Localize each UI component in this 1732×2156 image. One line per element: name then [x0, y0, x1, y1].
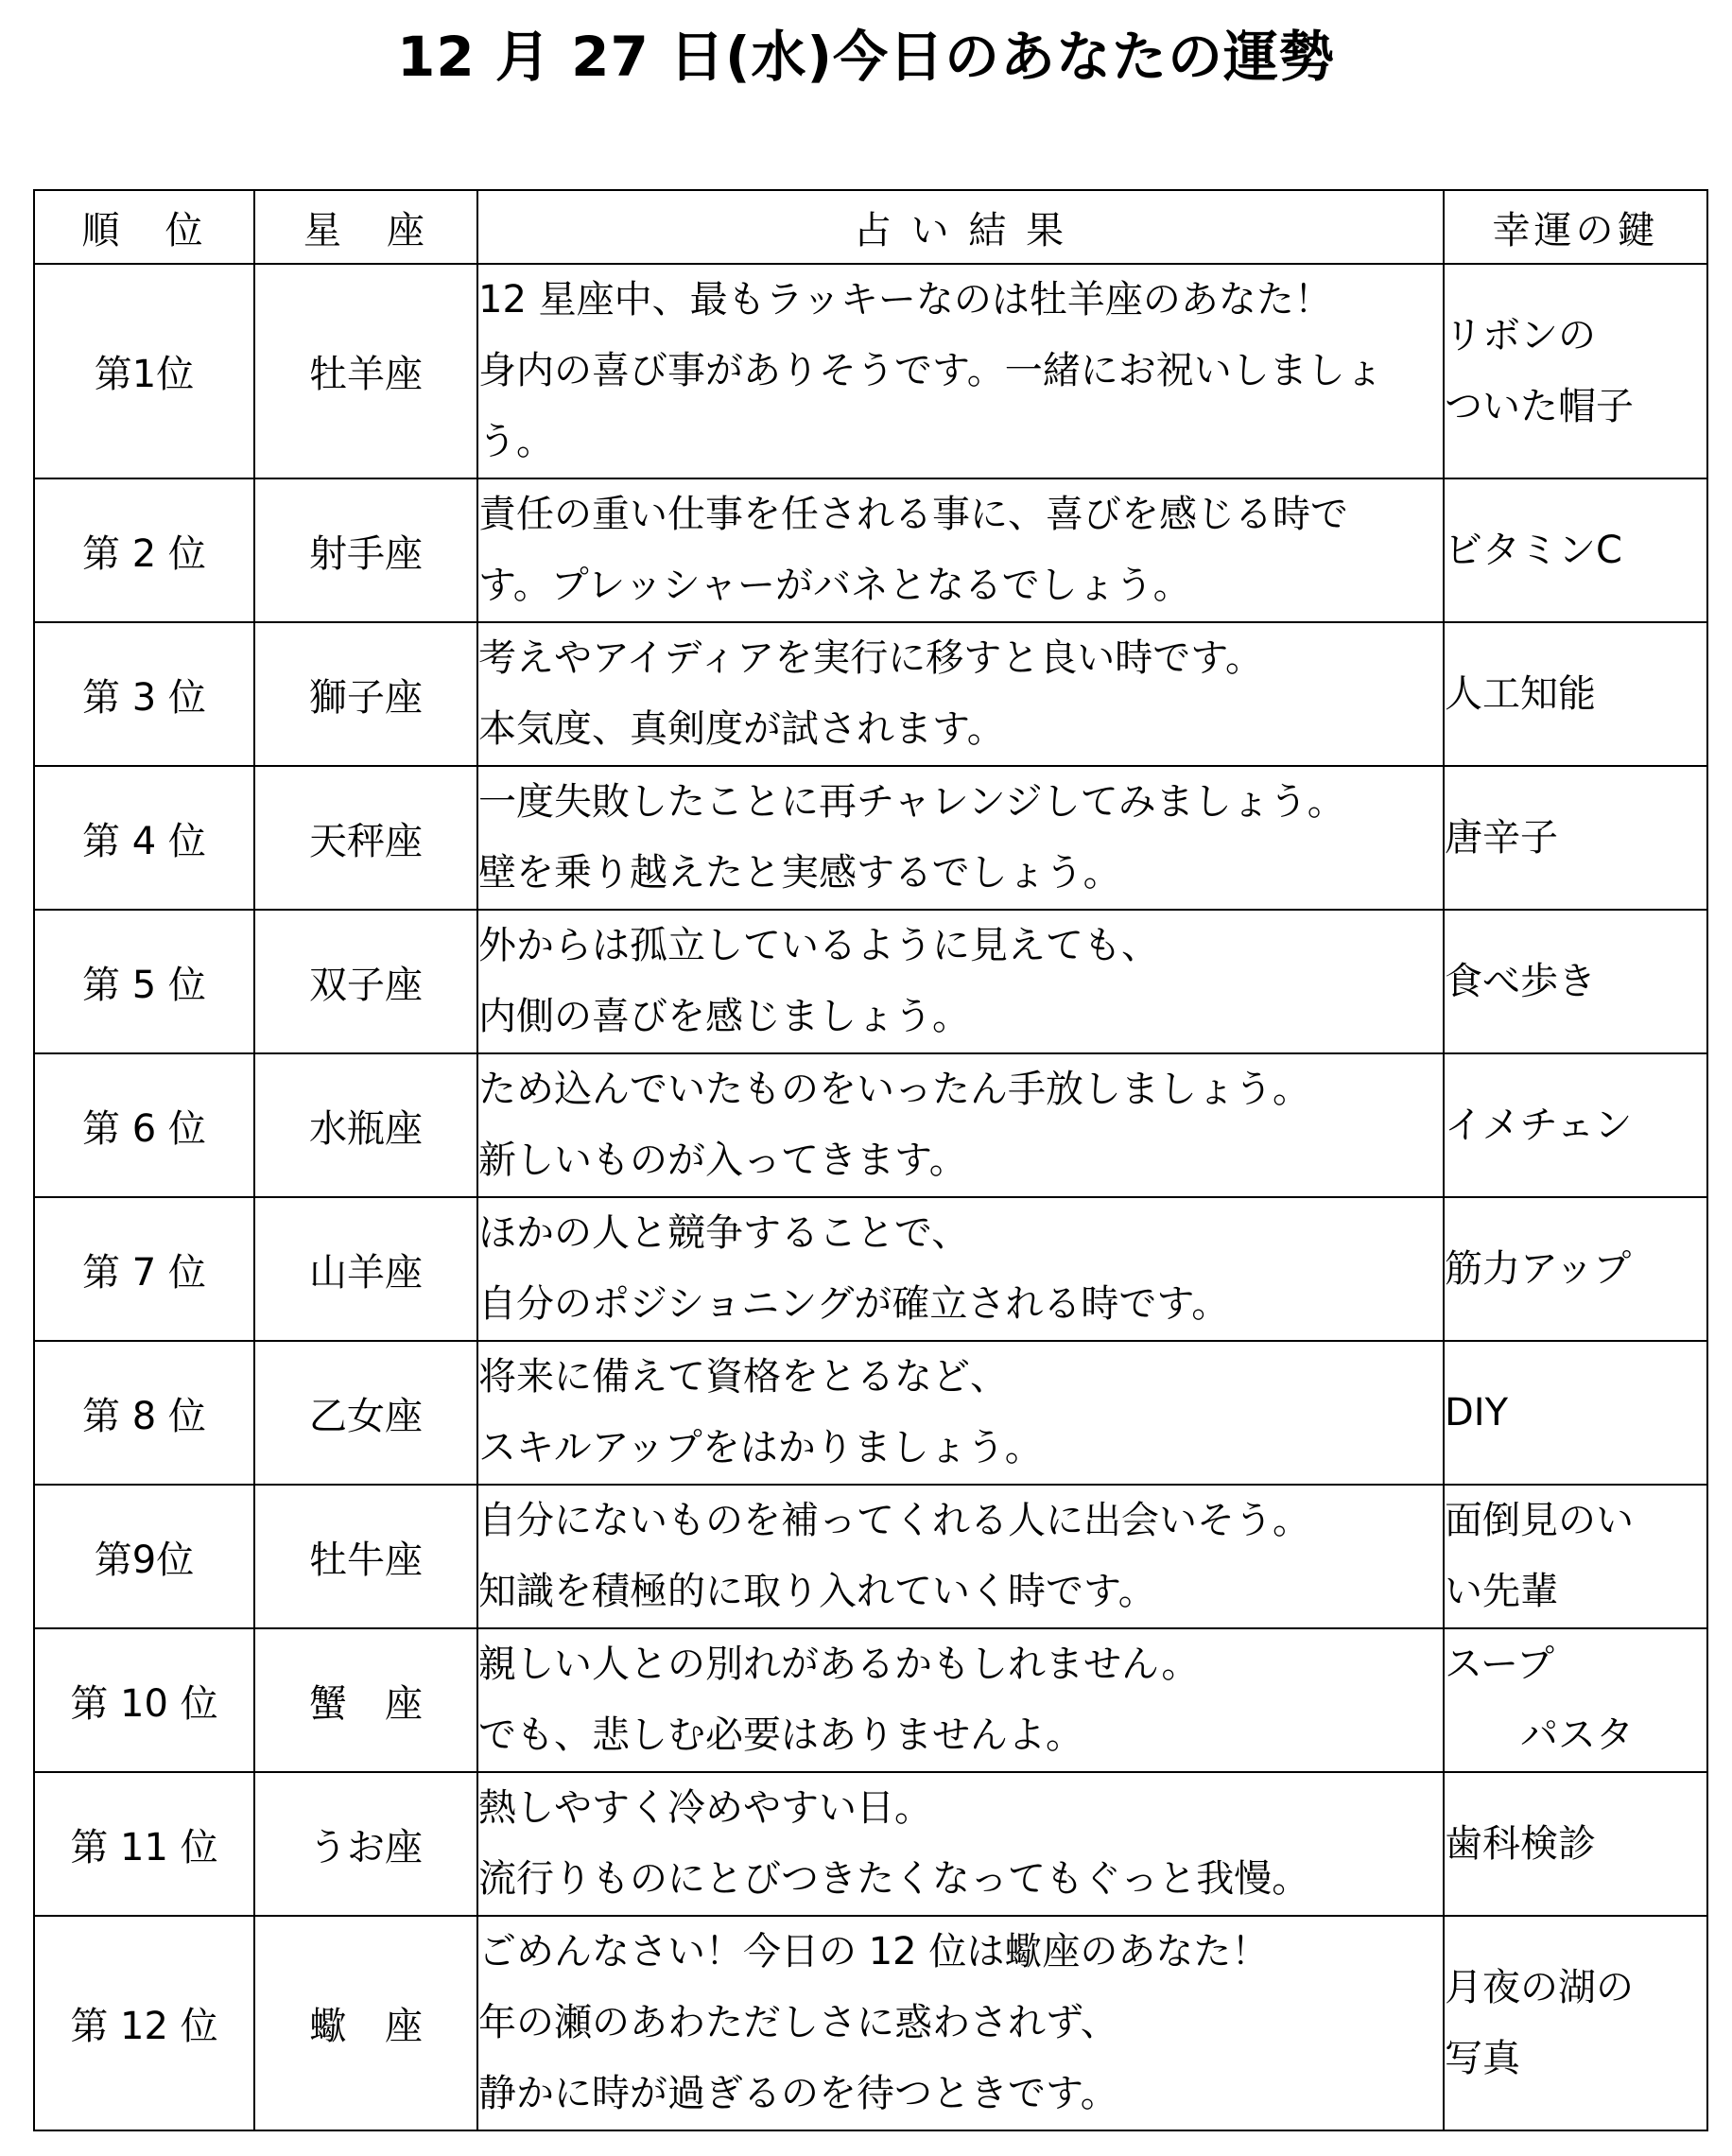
rank-cell: 第1位: [34, 264, 254, 478]
header-sign: 星 座: [254, 190, 477, 264]
result-cell: [477, 1485, 1444, 1628]
header-key: 幸運の鍵: [1444, 190, 1707, 264]
sign-cell: 牡羊座: [254, 264, 477, 478]
lucky-key-line: 食べ歩き: [1445, 959, 1596, 1003]
result-line: でも、悲しむ必要はありませんよ。: [478, 1713, 1083, 1757]
rank-cell: 第 5 位: [34, 910, 254, 1053]
result-line: 責任の重い仕事を任される事に、喜びを感じる時で: [478, 493, 1348, 536]
result-cell: [477, 264, 1444, 478]
rank-cell: 第 12 位: [34, 1916, 254, 2130]
lucky-key-cell: [1444, 1197, 1707, 1341]
rank-cell: 第 8 位: [34, 1341, 254, 1485]
lucky-key-line: 筋力アップ: [1445, 1246, 1632, 1291]
table-row: [34, 1053, 1707, 1197]
result-cell: [477, 910, 1444, 1053]
lucky-key-line: 歯科検診: [1445, 1821, 1596, 1866]
table-row: [34, 1628, 1707, 1772]
lucky-key-cell: [1444, 1772, 1707, 1916]
lucky-key-cell: [1444, 910, 1707, 1053]
result-line: 将来に備えて資格をとるなど、: [478, 1355, 1008, 1399]
sign-cell: 乙女座: [254, 1341, 477, 1485]
table-row: [34, 264, 1707, 478]
sign-cell: 水瓶座: [254, 1053, 477, 1197]
sign-cell: 射手座: [254, 478, 477, 622]
lucky-key-line: スープ: [1445, 1643, 1554, 1686]
sign-cell: 蟹 座: [254, 1628, 477, 1772]
lucky-key-line: 写真: [1445, 2036, 1520, 2080]
lucky-key-cell: [1444, 622, 1707, 766]
result-line: う。: [478, 420, 554, 463]
rank-cell: 第 7 位: [34, 1197, 254, 1341]
table-row: [34, 910, 1707, 1053]
result-line: 自分のポジショニングが確立される時です。: [478, 1282, 1230, 1326]
lucky-key-cell: [1444, 766, 1707, 910]
result-line: 自分にないものを補ってくれる人に出会いそう。: [478, 1499, 1310, 1542]
result-cell: [477, 1053, 1444, 1197]
result-cell: [477, 1628, 1444, 1772]
result-line: 身内の喜び事がありそうです。一緒にお祝いしましょ: [478, 349, 1383, 392]
lucky-key-cell: [1444, 1485, 1707, 1628]
result-cell: [477, 1916, 1444, 2130]
lucky-key-line: リボンの: [1445, 313, 1596, 357]
header-rank: 順 位: [34, 190, 254, 264]
result-cell: [477, 766, 1444, 910]
sign-cell: うお座: [254, 1772, 477, 1916]
header-row: [34, 190, 1707, 264]
table-row: [34, 1916, 1707, 2130]
lucky-key-line: イメチェン: [1445, 1103, 1633, 1147]
result-line: 親しい人との別れがあるかもしれません。: [478, 1643, 1200, 1686]
lucky-key-line: い先輩: [1445, 1570, 1558, 1613]
result-line: 12 星座中、最もラッキーなのは牡羊座のあなた！: [478, 278, 1332, 322]
rank-cell: 第 2 位: [34, 478, 254, 622]
result-line: 静かに時が過ぎるのを待つときです。: [478, 2072, 1118, 2115]
result-line: スキルアップをはかりましょう。: [478, 1426, 1043, 1469]
result-line: 壁を乗り越えたと実感するでしょう。: [478, 851, 1121, 895]
result-line: ごめんなさい！今日の 12 位は蠍座のあなた！: [478, 1930, 1270, 1973]
result-line: す。プレッシャーがバネとなるでしょう。: [478, 564, 1191, 607]
result-line: ほかの人と競争することで、: [478, 1211, 970, 1255]
page-title: 12 月 27 日(水)今日のあなたの運勢: [396, 25, 1336, 89]
result-line: 知識を積極的に取り入れていく時です。: [478, 1570, 1156, 1613]
sign-cell: 蠍 座: [254, 1916, 477, 2130]
sign-cell: 双子座: [254, 910, 477, 1053]
table-row: [34, 1341, 1707, 1485]
result-line: 考えやアイディアを実行に移すと良い時です。: [478, 636, 1263, 680]
table-row: [34, 478, 1707, 622]
lucky-key-cell: [1444, 1341, 1707, 1485]
lucky-key-cell: [1444, 478, 1707, 622]
result-line: 新しいものが入ってきます。: [478, 1139, 967, 1182]
rank-cell: 第 6 位: [34, 1053, 254, 1197]
lucky-key-line: ビタミンC: [1445, 528, 1622, 572]
result-line: 一度失敗したことに再チャレンジしてみましょう。: [478, 780, 1345, 824]
rank-cell: 第 11 位: [34, 1772, 254, 1916]
rank-cell: 第 4 位: [34, 766, 254, 910]
result-cell: [477, 622, 1444, 766]
lucky-key-cell: [1444, 1053, 1707, 1197]
result-cell: [477, 478, 1444, 622]
sign-cell: 牡牛座: [254, 1485, 477, 1628]
sign-cell: 山羊座: [254, 1197, 477, 1341]
result-line: 熱しやすく冷めやすい日。: [478, 1786, 932, 1830]
rank-cell: 第9位: [34, 1485, 254, 1628]
lucky-key-line: パスタ: [1445, 1713, 1634, 1757]
result-cell: [477, 1341, 1444, 1485]
result-line: 年の瀬のあわただしさに惑わされず、: [478, 2001, 1118, 2044]
lucky-key-cell: [1444, 1628, 1707, 1772]
lucky-key-line: DIY: [1445, 1390, 1509, 1434]
result-line: 流行りものにとびつきたくなってもぐっと我慢。: [478, 1857, 1310, 1901]
lucky-key-line: 月夜の湖の: [1445, 1965, 1634, 2009]
result-line: 外からは孤立しているように見えても、: [478, 924, 1159, 967]
result-line: 内側の喜びを感じましょう。: [478, 995, 970, 1038]
sign-cell: 天秤座: [254, 766, 477, 910]
lucky-key-line: ついた帽子: [1445, 384, 1634, 428]
fortune-table: [33, 189, 1708, 2131]
result-cell: [477, 1772, 1444, 1916]
result-cell: [477, 1197, 1444, 1341]
sign-cell: 獅子座: [254, 622, 477, 766]
lucky-key-line: 人工知能: [1445, 671, 1596, 716]
lucky-key-cell: [1444, 264, 1707, 478]
header-result: 占 い 結 果: [477, 190, 1444, 264]
rank-cell: 第 3 位: [34, 622, 254, 766]
lucky-key-line: 面倒見のい: [1445, 1499, 1634, 1542]
lucky-key-cell: [1444, 1916, 1707, 2130]
table-row: [34, 1197, 1707, 1341]
rank-cell: 第 10 位: [34, 1628, 254, 1772]
table-row: [34, 622, 1707, 766]
table-row: [34, 1485, 1707, 1628]
table-row: [34, 766, 1707, 910]
table-row: [34, 1772, 1707, 1916]
lucky-key-line: 唐辛子: [1445, 815, 1558, 860]
result-line: 本気度、真剣度が試されます。: [478, 707, 1005, 751]
result-line: ため込んでいたものをいったん手放しましょう。: [478, 1068, 1310, 1111]
